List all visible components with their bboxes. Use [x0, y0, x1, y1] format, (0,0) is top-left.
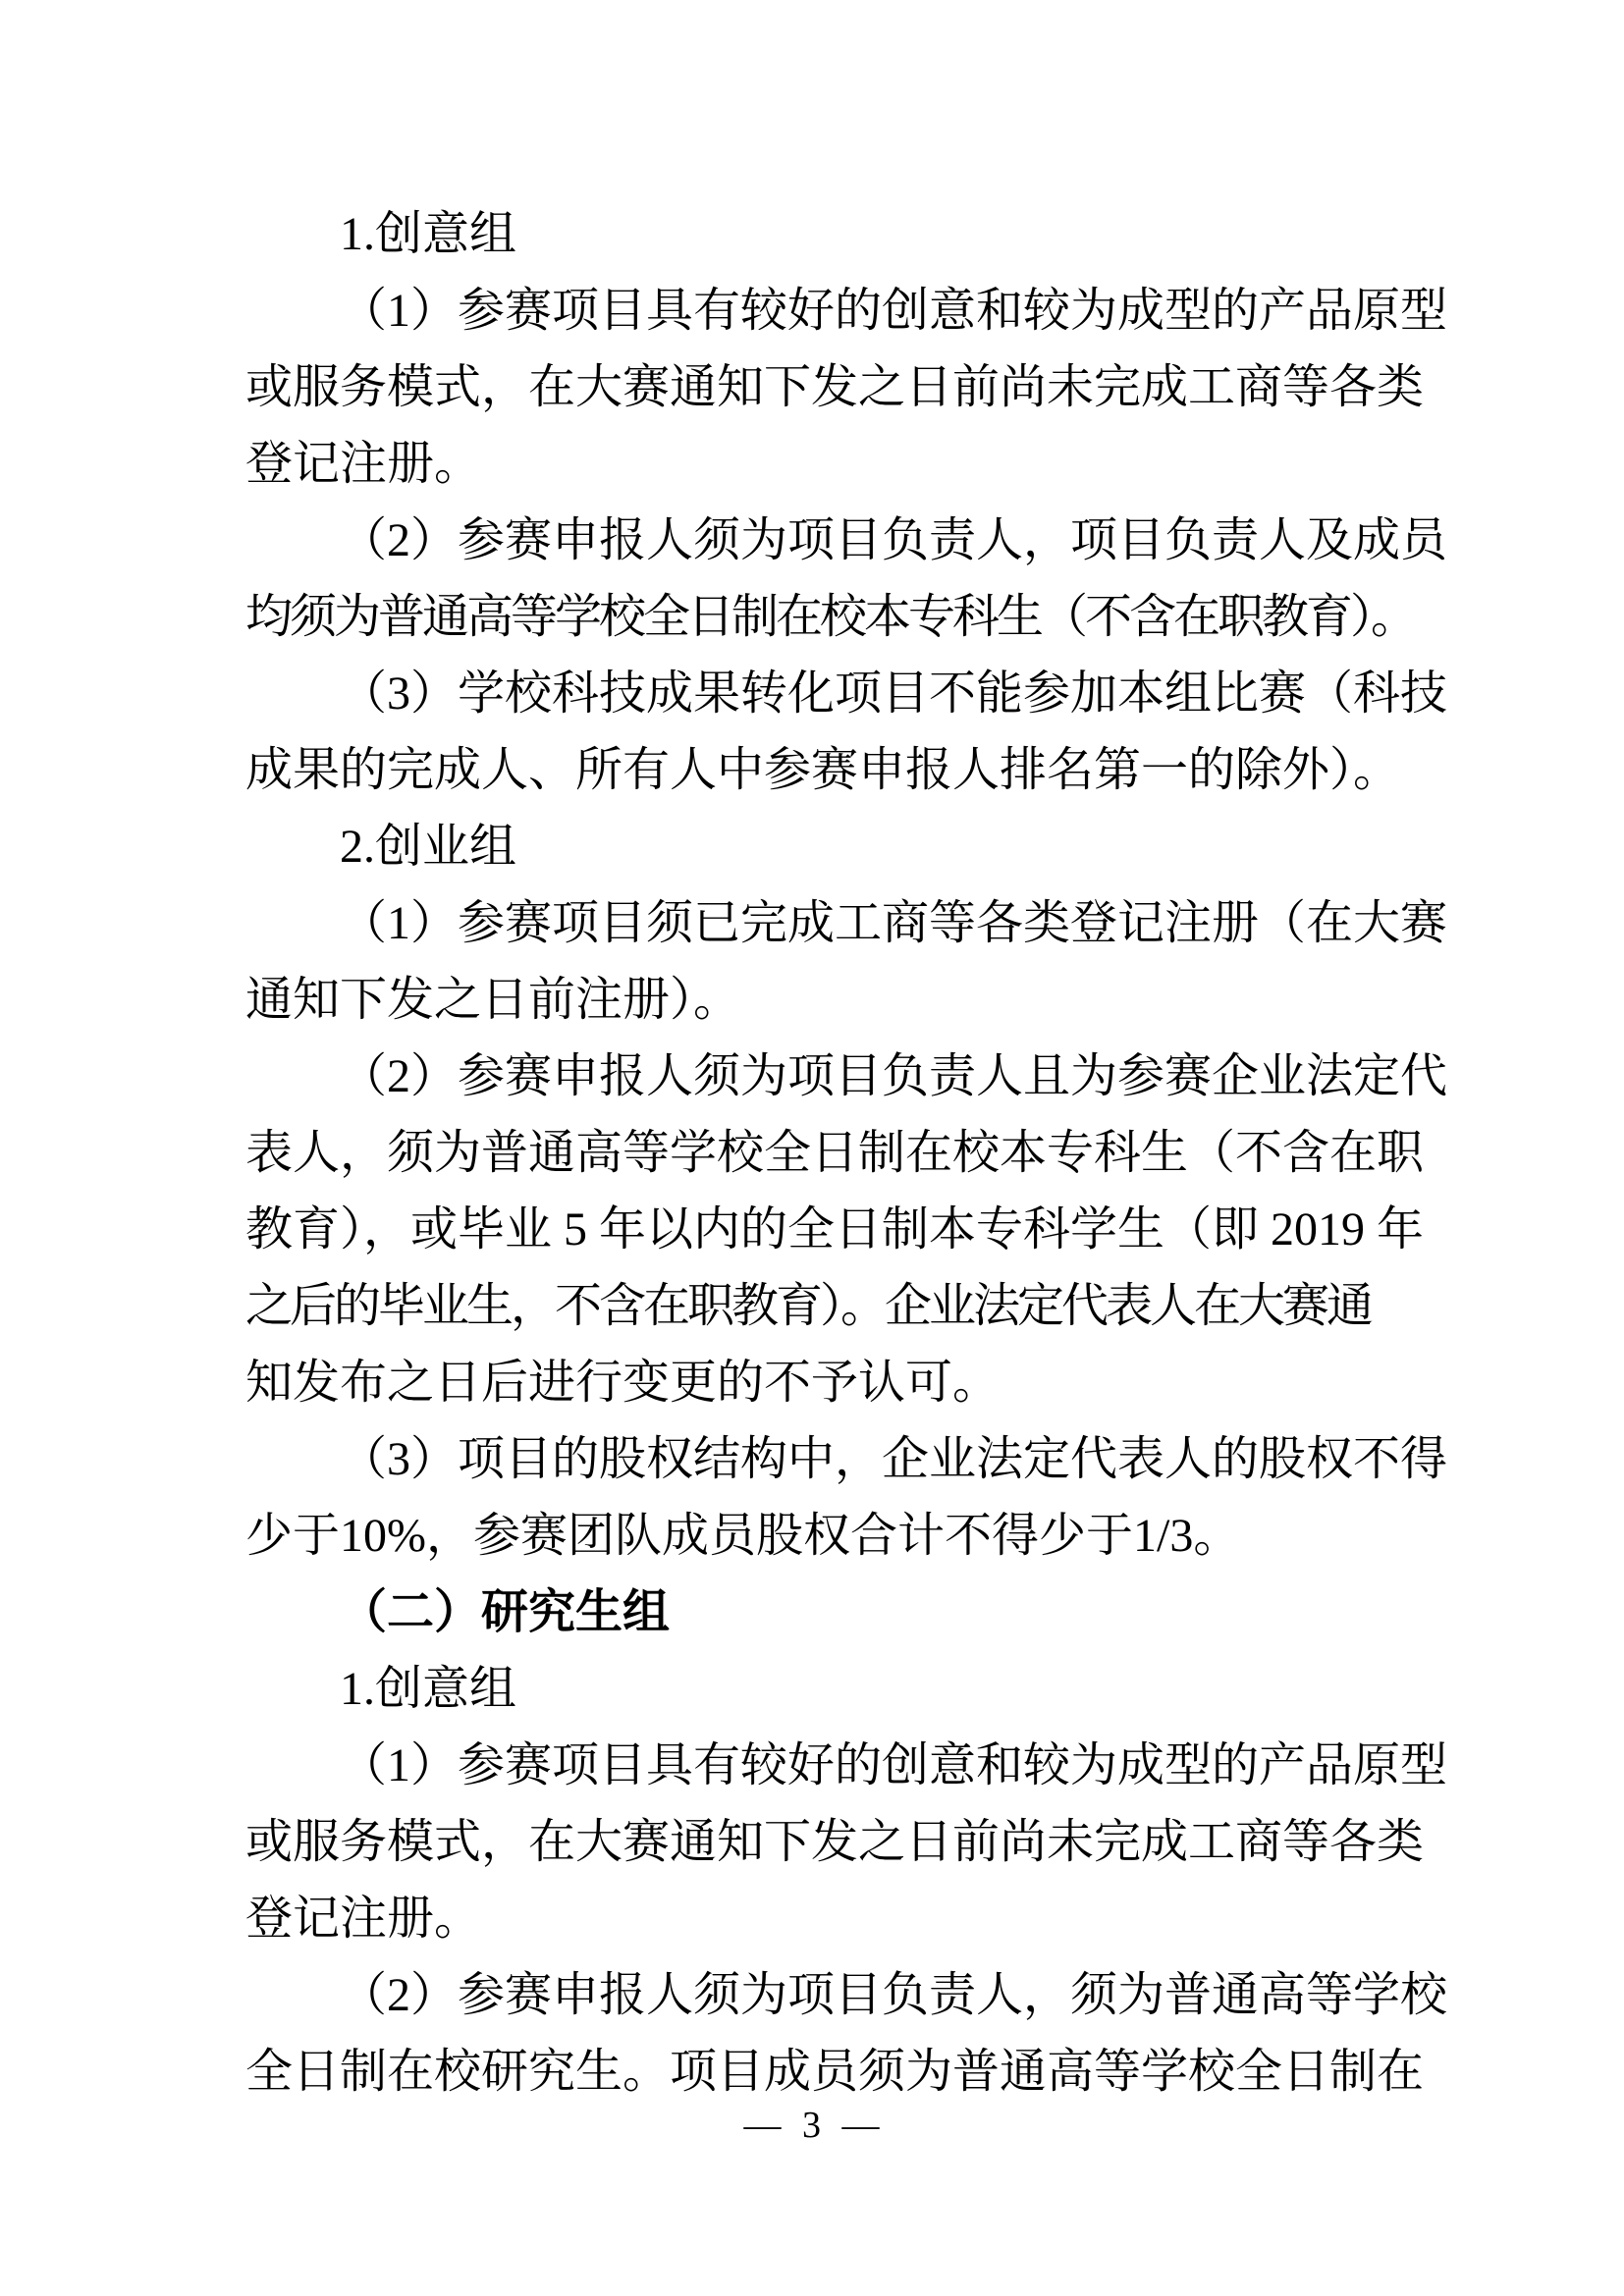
text-line: 少于10%，参赛团队成员股权合计不得少于1/3。 — [245, 1510, 1241, 1562]
section-heading: （二）研究生组 — [340, 1586, 671, 1638]
text-line: （1）参赛项目具有较好的创意和较为成型的产品原型 — [340, 1739, 1448, 1791]
text-line: （3）项目的股权结构中，企业法定代表人的股权不得 — [340, 1433, 1448, 1485]
text-line: 1.创意组 — [340, 1663, 517, 1715]
text-line: 2.创业组 — [340, 821, 517, 873]
text-line: 登记注册。 — [245, 438, 482, 490]
text-line: 或服务模式，在大赛通知下发之日前尚未完成工商等各类 — [245, 1816, 1425, 1868]
text-line: 教育），或毕业 5 年以内的全日制本专科学生（即 2019 年 — [245, 1203, 1425, 1255]
page-footer — [0, 2091, 1624, 2160]
text-line: （2）参赛申报人须为项目负责人，须为普通高等学校 — [340, 1969, 1448, 2021]
text-line: 均须为普通高等学校全日制在校本专科生（不含在职教育）。 — [245, 591, 1416, 643]
document-body — [245, 196, 1448, 2110]
text-line: 知发布之日后进行变更的不予认可。 — [245, 1357, 1001, 1409]
text-line: （3）学校科技成果转化项目不能参加本组比赛（科技 — [340, 667, 1448, 720]
text-line: 全日制在校研究生。项目成员须为普通高等学校全日制在 — [245, 2046, 1425, 2098]
text-line: 或服务模式，在大赛通知下发之日前尚未完成工商等各类 — [245, 361, 1425, 413]
text-line: 之后的毕业生，不含在职教育）。企业法定代表人在大赛通 — [245, 1280, 1372, 1332]
text-line: 通知下发之日前注册）。 — [245, 974, 741, 1026]
text-line: 1.创意组 — [340, 208, 517, 260]
text-line: （1）参赛项目具有较好的创意和较为成型的产品原型 — [340, 285, 1448, 337]
text-line: （2）参赛申报人须为项目负责人且为参赛企业法定代 — [340, 1050, 1448, 1102]
page-number: — 3 — — [743, 2105, 881, 2146]
text-line: （2）参赛申报人须为项目负责人，项目负责人及成员 — [340, 514, 1448, 566]
text-line: （1）参赛项目须已完成工商等各类登记注册（在大赛 — [340, 897, 1448, 949]
text-line: 成果的完成人、所有人中参赛申报人排名第一的除外）。 — [245, 744, 1401, 796]
text-line: 表人，须为普通高等学校全日制在校本专科生（不含在职 — [245, 1127, 1425, 1179]
text-line: 登记注册。 — [245, 1893, 482, 1945]
